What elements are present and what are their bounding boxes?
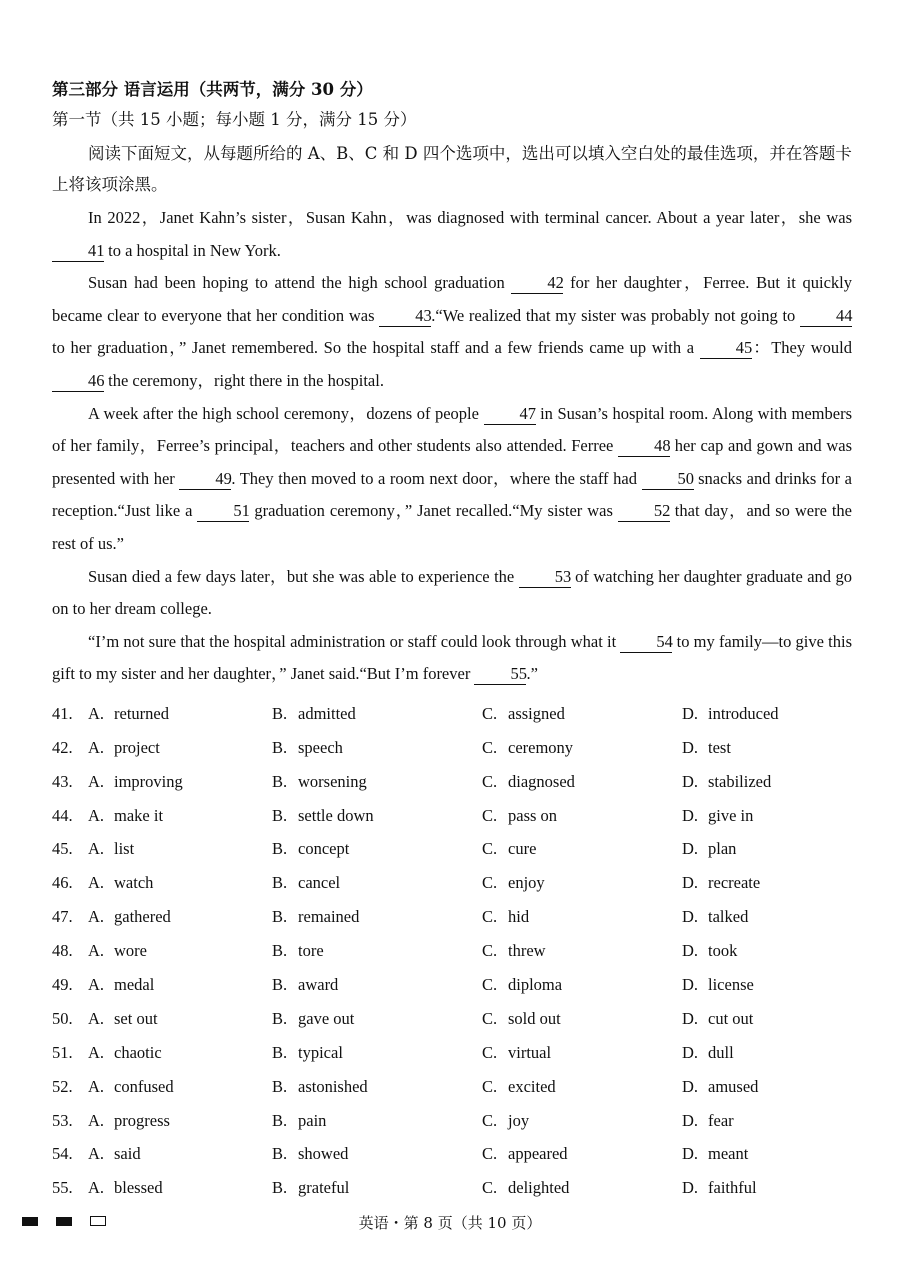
option-text: give in: [708, 805, 754, 825]
option-b: [272, 1043, 482, 1063]
option-letter: C.: [482, 703, 498, 723]
option-letter: D.: [682, 1110, 699, 1130]
option-text: stabilized: [708, 771, 772, 791]
question-row: [52, 1036, 852, 1070]
option-text: gave out: [298, 1008, 355, 1028]
option-a: [88, 738, 272, 758]
question-number: 43.: [52, 771, 73, 791]
option-text: introduced: [708, 703, 779, 723]
passage-paragraph: [52, 267, 852, 397]
instruction: 阅读下面短文，从每题所给的 A、B、C 和 D 四个选项中，选出可以填入空白处的最佳选项，并在答题卡上将该项涂黑。: [52, 144, 852, 194]
question-number: 50.: [52, 1008, 73, 1028]
option-text: said: [114, 1144, 141, 1164]
passage-text: “I’m not sure that the hospital administration or staff could look through what it: [88, 631, 621, 651]
option-c: [482, 1178, 682, 1198]
question-row: [52, 697, 852, 731]
answer-blank: 51: [197, 501, 249, 522]
passage-text: . They then moved to a room next door，where the staff had: [231, 468, 642, 488]
option-letter: C.: [482, 1144, 498, 1164]
option-text: faithful: [708, 1178, 757, 1198]
option-d: [682, 806, 852, 826]
option-b: [272, 1144, 482, 1164]
question-row: [52, 799, 852, 833]
question-number: 48.: [52, 941, 73, 961]
option-text: meant: [708, 1144, 749, 1164]
question-number: 55.: [52, 1178, 73, 1198]
option-a: [88, 975, 272, 995]
question-number: 44.: [52, 805, 73, 825]
option-text: pain: [298, 1110, 327, 1130]
option-letter: A.: [88, 1110, 105, 1130]
option-d: [682, 1144, 852, 1164]
option-text: worsening: [298, 771, 367, 791]
option-text: sold out: [508, 1008, 561, 1028]
question-number: 46.: [52, 873, 73, 893]
option-text: ceremony: [508, 737, 574, 757]
option-text: medal: [114, 974, 155, 994]
option-text: recreate: [708, 873, 761, 893]
option-text: set out: [114, 1008, 158, 1028]
question-number: 47.: [52, 907, 73, 927]
passage-text: to a hospital in New York.: [104, 240, 281, 260]
question-number: 42.: [52, 737, 73, 757]
answer-blank: 45: [700, 338, 752, 359]
passage-text: her cap and gown and was presented with her: [52, 436, 852, 488]
answer-blank: 54: [620, 632, 672, 653]
answer-blank: 41: [52, 241, 104, 262]
option-d: [682, 975, 852, 995]
option-letter: A.: [88, 771, 105, 791]
option-letter: D.: [682, 974, 699, 994]
passage-paragraph: [52, 561, 852, 626]
option-d: [682, 1111, 852, 1131]
answer-blank: 43: [379, 306, 431, 327]
option-letter: D.: [682, 873, 699, 893]
option-a: [88, 873, 272, 893]
passage-text: ：They would: [751, 338, 853, 358]
option-d: [682, 1043, 852, 1063]
option-a: [88, 1111, 272, 1131]
option-text: returned: [114, 703, 169, 723]
question-row: [52, 832, 852, 866]
section-title: 第一节（共 15 小题；每小题 1 分，满分 15 分）: [52, 110, 417, 129]
option-d: [682, 704, 852, 724]
option-letter: D.: [682, 1144, 699, 1164]
option-text: took: [708, 941, 738, 961]
option-b: [272, 1077, 482, 1097]
option-text: test: [708, 737, 731, 757]
option-c: [482, 839, 682, 859]
option-letter: B.: [272, 1144, 288, 1164]
passage-text: A week after the high school ceremony，dozens of people: [88, 403, 484, 423]
passage-text: In 2022，Janet Kahn’s sister，Susan Kahn，was diagnosed with terminal cancer. About a year later，she was: [88, 208, 852, 227]
answer-blank: 55: [474, 664, 526, 685]
option-b: [272, 907, 482, 927]
option-c: [482, 704, 682, 724]
option-letter: D.: [682, 1178, 699, 1198]
option-letter: B.: [272, 805, 288, 825]
option-letter: C.: [482, 873, 498, 893]
option-text: joy: [508, 1110, 530, 1130]
passage-text: Susan died a few days later，but she was able to experience the: [88, 566, 519, 586]
option-b: [272, 873, 482, 893]
option-a: [88, 907, 272, 927]
option-text: diagnosed: [508, 771, 575, 791]
option-d: [682, 941, 852, 961]
passage-text: graduation ceremony，” Janet recalled.“My sister was: [249, 501, 618, 521]
option-letter: C.: [482, 737, 498, 757]
option-text: diploma: [508, 974, 563, 994]
option-text: chaotic: [114, 1042, 162, 1062]
option-text: cut out: [708, 1008, 754, 1028]
option-b: [272, 806, 482, 826]
option-letter: A.: [88, 1042, 105, 1062]
option-c: [482, 1009, 682, 1029]
question-row: [52, 900, 852, 934]
option-letter: A.: [88, 839, 105, 859]
option-a: [88, 1144, 272, 1164]
option-letter: C.: [482, 1042, 498, 1062]
answer-blank: 52: [618, 501, 670, 522]
option-text: blessed: [114, 1178, 163, 1198]
question-row: [52, 1137, 852, 1171]
option-letter: A.: [88, 873, 105, 893]
option-text: cure: [508, 839, 537, 859]
option-letter: D.: [682, 907, 699, 927]
passage: [52, 202, 852, 691]
option-a: [88, 839, 272, 859]
option-text: appeared: [508, 1144, 568, 1164]
option-letter: A.: [88, 974, 105, 994]
passage-text: in Susan’s hospital room. Along with members of her family，Ferree’s principal，teachers and other students also attended. Ferree: [52, 403, 853, 456]
option-text: showed: [298, 1144, 349, 1164]
option-letter: C.: [482, 941, 498, 961]
option-letter: C.: [482, 805, 498, 825]
option-letter: A.: [88, 1144, 105, 1164]
option-letter: B.: [272, 1042, 288, 1062]
option-letter: C.: [482, 907, 498, 927]
option-letter: A.: [88, 703, 105, 723]
answer-blank: 53: [519, 567, 571, 588]
passage-text: the ceremony，right there in the hospital.: [104, 370, 384, 390]
option-text: delighted: [508, 1178, 570, 1198]
passage-text: of watching her daughter graduate and go on to her dream college.: [52, 566, 852, 619]
answer-blank: 42: [511, 273, 563, 294]
question-number: 52.: [52, 1076, 73, 1096]
option-a: [88, 1178, 272, 1198]
answer-blank: 47: [484, 404, 536, 425]
option-letter: A.: [88, 941, 105, 961]
option-b: [272, 1009, 482, 1029]
option-letter: A.: [88, 1178, 105, 1198]
option-letter: B.: [272, 873, 288, 893]
option-text: amused: [708, 1076, 759, 1096]
option-text: confused: [114, 1076, 174, 1096]
option-letter: B.: [272, 839, 288, 859]
option-b: [272, 1178, 482, 1198]
answer-blank: 49: [179, 469, 231, 490]
option-letter: D.: [682, 703, 699, 723]
question-number: 51.: [52, 1042, 73, 1062]
option-letter: B.: [272, 907, 288, 927]
answer-blank: 46: [52, 371, 104, 392]
option-d: [682, 907, 852, 927]
passage-text: .”: [526, 664, 538, 684]
option-letter: B.: [272, 1076, 288, 1096]
option-text: typical: [298, 1042, 343, 1062]
option-d: [682, 738, 852, 758]
option-text: plan: [708, 839, 737, 859]
option-text: make it: [114, 805, 164, 825]
option-d: [682, 1009, 852, 1029]
option-letter: B.: [272, 941, 288, 961]
passage-text: to her graduation，” Janet remembered. So the hospital staff and a few friends came up with a: [52, 338, 700, 358]
option-text: progress: [114, 1110, 170, 1130]
option-d: [682, 873, 852, 893]
question-row: [52, 731, 852, 765]
option-letter: D.: [682, 805, 699, 825]
option-text: list: [114, 839, 135, 859]
option-b: [272, 704, 482, 724]
option-text: pass on: [508, 805, 558, 825]
question-number: 45.: [52, 839, 73, 859]
option-text: project: [114, 737, 160, 757]
option-c: [482, 1111, 682, 1131]
part-title: 第三部分 语言运用（共两节，满分 30 分）: [52, 80, 373, 99]
option-c: [482, 975, 682, 995]
option-text: improving: [114, 771, 183, 791]
question-row: [52, 934, 852, 968]
option-a: [88, 1077, 272, 1097]
passage-text: that day，and so were the rest of us.”: [52, 501, 852, 553]
option-letter: B.: [272, 974, 288, 994]
option-letter: D.: [682, 941, 699, 961]
option-text: watch: [114, 873, 154, 893]
option-text: astonished: [298, 1076, 368, 1096]
option-text: talked: [708, 907, 749, 927]
option-text: excited: [508, 1076, 556, 1096]
option-text: settle down: [298, 805, 374, 825]
question-number: 41.: [52, 703, 73, 723]
option-b: [272, 738, 482, 758]
question-row: [52, 765, 852, 799]
option-letter: A.: [88, 737, 105, 757]
option-letter: C.: [482, 1110, 498, 1130]
option-letter: D.: [682, 771, 699, 791]
options-list: [52, 697, 852, 1205]
option-letter: A.: [88, 907, 105, 927]
passage-paragraph: [52, 626, 852, 691]
option-a: [88, 704, 272, 724]
option-c: [482, 1077, 682, 1097]
option-a: [88, 1009, 272, 1029]
option-letter: C.: [482, 1178, 498, 1198]
passage-paragraph: [52, 202, 852, 267]
option-b: [272, 1111, 482, 1131]
option-text: cancel: [298, 873, 341, 893]
passage-text: Susan had been hoping to attend the high school graduation: [88, 273, 512, 293]
option-letter: B.: [272, 1110, 288, 1130]
option-b: [272, 975, 482, 995]
passage-text: snacks and drinks for a reception.“Just like a: [52, 468, 852, 521]
option-a: [88, 772, 272, 792]
option-text: hid: [508, 907, 530, 927]
passage-paragraph: [52, 398, 852, 561]
answer-blank: 44: [800, 306, 852, 327]
question-number: 53.: [52, 1110, 73, 1130]
option-d: [682, 772, 852, 792]
option-letter: A.: [88, 1076, 105, 1096]
option-text: gathered: [114, 907, 171, 927]
question-row: [52, 1104, 852, 1138]
option-letter: B.: [272, 771, 288, 791]
option-text: fear: [708, 1110, 734, 1130]
option-letter: B.: [272, 737, 288, 757]
answer-blank: 50: [642, 469, 694, 490]
exam-page: [52, 78, 852, 1205]
question-number: 49.: [52, 974, 73, 994]
option-b: [272, 941, 482, 961]
option-text: threw: [508, 941, 546, 961]
question-row: [52, 968, 852, 1002]
option-text: wore: [114, 941, 147, 961]
option-d: [682, 1077, 852, 1097]
passage-text: .“We realized that my sister was probably not going to: [431, 305, 800, 325]
option-c: [482, 941, 682, 961]
option-letter: D.: [682, 1008, 699, 1028]
option-letter: B.: [272, 1008, 288, 1028]
option-letter: D.: [682, 1042, 699, 1062]
option-b: [272, 839, 482, 859]
option-a: [88, 806, 272, 826]
question-row: [52, 1070, 852, 1104]
option-c: [482, 873, 682, 893]
option-letter: C.: [482, 771, 498, 791]
option-text: admitted: [298, 703, 356, 723]
question-row: [52, 1002, 852, 1036]
option-a: [88, 1043, 272, 1063]
option-letter: A.: [88, 1008, 105, 1028]
option-letter: B.: [272, 1178, 288, 1198]
passage-text: to my family—to give this gift to my sister and her daughter，” Janet said.“But I’m forever: [52, 631, 853, 684]
option-c: [482, 772, 682, 792]
option-letter: C.: [482, 1008, 498, 1028]
option-c: [482, 806, 682, 826]
option-c: [482, 907, 682, 927]
option-text: assigned: [508, 703, 565, 723]
option-text: enjoy: [508, 873, 545, 893]
passage-text: for her daughter，Ferree. But it quickly became clear to everyone that her condition was: [52, 273, 852, 325]
option-text: tore: [298, 941, 324, 961]
option-letter: C.: [482, 1076, 498, 1096]
option-text: concept: [298, 839, 350, 859]
option-d: [682, 1178, 852, 1198]
option-text: virtual: [508, 1042, 552, 1062]
option-c: [482, 1043, 682, 1063]
option-text: remained: [298, 907, 360, 927]
option-text: award: [298, 974, 339, 994]
option-letter: C.: [482, 839, 498, 859]
page-footer: [0, 1208, 900, 1238]
answer-blank: 48: [618, 436, 670, 457]
question-row: [52, 866, 852, 900]
option-text: speech: [298, 737, 343, 757]
option-c: [482, 1144, 682, 1164]
question-number: 54.: [52, 1144, 73, 1164]
option-a: [88, 941, 272, 961]
option-text: grateful: [298, 1178, 350, 1198]
option-letter: D.: [682, 1076, 699, 1096]
option-c: [482, 738, 682, 758]
option-text: dull: [708, 1042, 734, 1062]
option-letter: D.: [682, 839, 699, 859]
option-letter: C.: [482, 974, 498, 994]
question-row: [52, 1171, 852, 1205]
option-letter: A.: [88, 805, 105, 825]
option-letter: B.: [272, 703, 288, 723]
option-letter: D.: [682, 737, 699, 757]
option-text: license: [708, 974, 754, 994]
option-b: [272, 772, 482, 792]
option-d: [682, 839, 852, 859]
page-number: 英语・第 8 页（共 10 页）: [358, 1214, 542, 1232]
